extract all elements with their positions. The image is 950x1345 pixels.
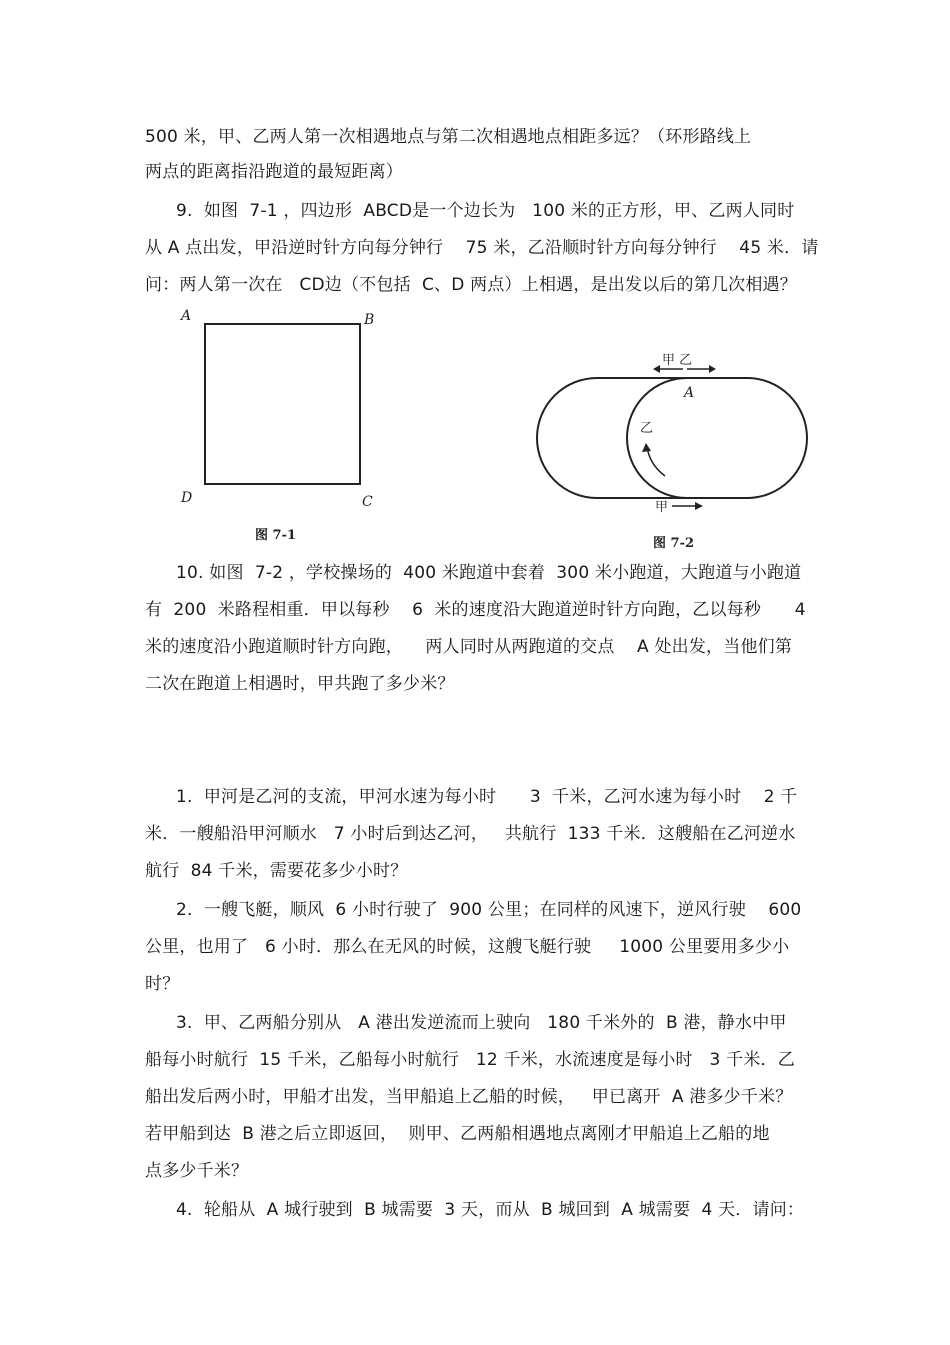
figures-7-1-and-7-2 bbox=[175, 306, 810, 552]
boat-problem-3-line-4: 若甲船到达 B 港之后立即返回， 则甲、乙两船相遇地点离刚才甲船追上乙船的地 bbox=[145, 1124, 770, 1144]
boat-problem-1-line-2: 米．一艘船沿甲河顺水 7 小时后到达乙河， 共航行 133 千米．这艘船在乙河逆水 bbox=[145, 824, 796, 844]
arrow-labels-top: 甲 乙 bbox=[662, 353, 693, 368]
caption-7-2: 图 7-2 bbox=[653, 536, 695, 551]
label-b: B bbox=[364, 312, 375, 328]
boat-problem-3-line-1: 3. 甲、乙两船分别从 A 港出发逆流而上驶向 180 千米外的 B 港，静水中甲 bbox=[176, 1013, 787, 1033]
label-yi: 乙 bbox=[640, 421, 654, 436]
boat-problem-1-line-1: 1. 甲河是乙河的支流，甲河水速为每小时 3 千米，乙河水速为每小时 2 千 bbox=[176, 787, 798, 807]
arrow-right-head bbox=[709, 365, 716, 373]
problem-9-line-3: 问：两人第一次在 CD边（不包括 C、D 两点）上相遇，是出发以后的第几次相遇？ bbox=[145, 275, 797, 295]
text-line-1: 500 米，甲、乙两人第一次相遇地点与第二次相遇地点相距多远？（环形路线上 bbox=[145, 127, 752, 147]
problem-10-line-3: 米的速度沿小跑道顺时针方向跑， 两人同时从两跑道的交点 A 处出发，当他们第 bbox=[145, 637, 793, 657]
label-d: D bbox=[181, 490, 193, 506]
boat-problem-3-line-5: 点多少千米？ bbox=[145, 1161, 249, 1181]
caption-7-1: 图 7-1 bbox=[255, 528, 297, 543]
boat-problem-4-line-1: 4. 轮船从 A 城行驶到 B 城需要 3 天，而从 B 城回到 A 城需要 4 天．请问： bbox=[176, 1200, 805, 1220]
figure-7-2 bbox=[537, 353, 807, 551]
boat-problem-2-line-2: 公里，也用了 6 小时．那么在无风的时候，这艘飞艇行驶 1000 公里要用多少小 bbox=[145, 937, 790, 957]
boat-problem-2-line-3: 时？ bbox=[145, 974, 180, 994]
arrow-yi-head bbox=[642, 443, 651, 452]
problem-9-line-1: 9. 如图 7-1 ，四边形 ABCD是一个边长为 100 米的正方形，甲、乙两人同时 bbox=[176, 201, 795, 221]
figure-7-1 bbox=[179, 308, 374, 543]
label-a: A bbox=[181, 308, 192, 324]
label-c: C bbox=[362, 494, 373, 510]
boat-problem-3-line-3: 船出发后两小时，甲船才出发，当甲船追上乙船的时候， 甲已离开 A 港多少千米？ bbox=[145, 1087, 793, 1107]
problem-10-line-4: 二次在跑道上相遇时，甲共跑了多少米？ bbox=[145, 674, 455, 694]
label-jia: 甲 bbox=[655, 500, 669, 515]
problem-10-line-2: 有 200 米路程相重．甲以每秒 6 米的速度沿大跑道逆时针方向跑，乙以每秒 4 bbox=[145, 600, 806, 620]
label-a: A bbox=[684, 385, 695, 401]
problem-9-line-2: 从 A 点出发，甲沿逆时针方向每分钟行 75 米，乙沿顺时针方向每分钟行 45 米．请 bbox=[145, 238, 819, 258]
arrow-left-head bbox=[653, 365, 660, 373]
problem-10-line-1: 10. 如图 7-2 ，学校操场的 400 米跑道中套着 300 米小跑道，大跑道与小跑道 bbox=[176, 563, 802, 583]
arrow-jia-head bbox=[695, 502, 703, 510]
boat-problem-2-line-1: 2. 一艘飞艇，顺风 6 小时行驶了 900 公里；在同样的风速下，逆风行驶 600 bbox=[176, 900, 802, 920]
square-abcd bbox=[205, 324, 360, 484]
text-line-2: 两点的距离指沿跑道的最短距离） bbox=[145, 162, 403, 182]
small-track-arc bbox=[627, 378, 687, 498]
boat-problem-1-line-3: 航行 84 千米，需要花多少小时？ bbox=[145, 861, 408, 881]
large-track bbox=[537, 378, 807, 498]
boat-problem-3-line-2: 船每小时航行 15 千米，乙船每小时航行 12 千米，水流速度是每小时 3 千米．乙 bbox=[145, 1050, 795, 1070]
